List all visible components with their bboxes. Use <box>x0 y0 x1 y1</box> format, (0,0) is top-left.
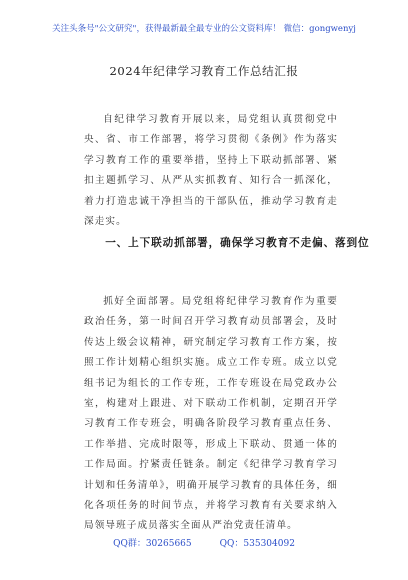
section-1-paragraph: 抓好全面部署。局党组将纪律学习教育作为重要政治任务，第一时间召开学习教育动员部署会，及时传达上级会议精神，研究制定学习教育工作方案，按照工作计划精心组织实施。成立工作专班。成立以党组书记为组长的工作专班，工作专班设在局党政办公室，构建对上跟进、对下联动工作机制，定期召开学习教育工作专班会，明确各阶段学习教育重点任务、工作举措、完成时限等，形成上下联动、贯通一体的工作局面。拧紧责任链条。制定《纪律学习教育学习计划和任务清单》，明确开展学习教育的具体任务，细化各项任务的时间节点，并将学习教育有关要求纳入局领导班子成员落实全面从严治党责任清单。 <box>84 296 338 532</box>
qq-contact-text: QQ：535304092 <box>219 539 295 549</box>
intro-paragraph: 自纪律学习教育开展以来，局党组认真贯彻党中央、省、市工作部署，将学习贯彻《条例》作为落实学习教育工作的重要举措，坚持上下联动抓部署、紧扣主题抓学习、从严从实抓教育、知行合一抓深化，着力打造忠诚干净担当的干部队伍，推动学习教育走深走实。 <box>84 114 338 228</box>
footer-contacts <box>0 536 408 549</box>
promo-banner: 关注头条号"公文研究"，获得最新最全最专业的公文资料库！ 微信：gongwenyj <box>52 24 356 34</box>
document-title: 2024年纪律学习教育工作总结汇报 <box>109 64 299 78</box>
qq-group-text: QQ群：30265665 <box>113 539 192 549</box>
section-heading-1: 一、上下联动抓部署，确保学习教育不走偏、落到位 <box>105 237 370 249</box>
